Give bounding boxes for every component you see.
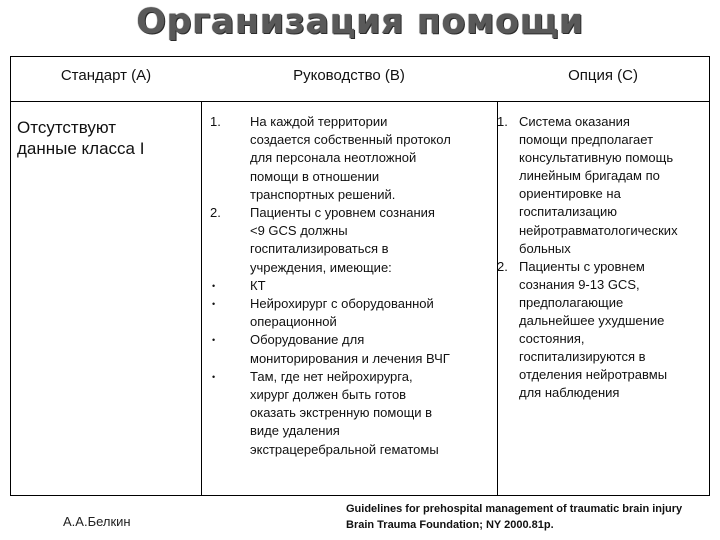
item-text: Система оказания помощи предполагает консультативную помощь линейным бригадам по ориентировке на госпитализацию нейротравматологических больных bbox=[519, 114, 678, 256]
item-text: Нейрохирург с оборудованной операционной bbox=[250, 296, 434, 330]
bullet-icon: • bbox=[212, 371, 216, 382]
header-standard: Стандарт (А) bbox=[60, 67, 152, 84]
option-item bbox=[497, 113, 707, 258]
guideline-bullet-item bbox=[202, 295, 502, 331]
bullet-icon: • bbox=[212, 280, 216, 291]
item-text: Пациенты с уровнем сознания 9-13 GCS, предполагающие дальнейшее ухудшение состояния, госпитализируются в отделения нейротравмы для наблюдения bbox=[519, 258, 668, 401]
author-name: А.А.Белкин bbox=[63, 514, 131, 529]
item-number: 1. bbox=[210, 114, 221, 129]
option-item bbox=[497, 258, 707, 403]
item-text: Пациенты с уровнем сознания <9 GCS должны госпитализироваться в учреждения, имеющие: bbox=[250, 205, 435, 275]
guideline-item bbox=[202, 113, 502, 204]
header-guideline: Руководство (В) bbox=[293, 67, 405, 84]
reference-line-2: Brain Trauma Foundation; NY 2000.81p. bbox=[346, 519, 554, 531]
guideline-bullet-item bbox=[202, 331, 502, 367]
reference-line-1: Guidelines for prehospital management of traumatic brain injury bbox=[346, 503, 683, 515]
item-number: 2. bbox=[210, 205, 221, 221]
bullet-icon: • bbox=[212, 335, 216, 346]
item-text: КТ bbox=[250, 277, 266, 293]
guideline-bullet-item bbox=[202, 368, 502, 459]
guideline-bullet-item bbox=[202, 277, 502, 295]
header-option: Опция (С) bbox=[568, 67, 638, 84]
guideline-item bbox=[202, 204, 502, 277]
item-text: На каждой территории создается собственный протокол для персонала неотложной помощи в отношении транспортных решений. bbox=[250, 114, 451, 202]
item-text: Там, где нет нейрохирурга, хирург должен быть готов оказать экстренную помощи в виде удаления экстрацеребральной гематомы bbox=[250, 368, 439, 457]
item-text: Оборудование для мониторирования и лечения ВЧГ bbox=[250, 332, 450, 366]
item-number: 2. bbox=[497, 258, 508, 274]
recommendations-table bbox=[10, 56, 710, 496]
guideline-column bbox=[202, 113, 502, 459]
header-divider bbox=[11, 101, 709, 102]
standard-text: Отсутствуют данные класса I bbox=[17, 118, 145, 158]
item-number: 1. bbox=[497, 114, 508, 129]
page-title: Организация помощи bbox=[136, 2, 584, 42]
reference-citation bbox=[346, 501, 716, 533]
option-column bbox=[497, 113, 707, 403]
bullet-icon: • bbox=[212, 299, 216, 310]
